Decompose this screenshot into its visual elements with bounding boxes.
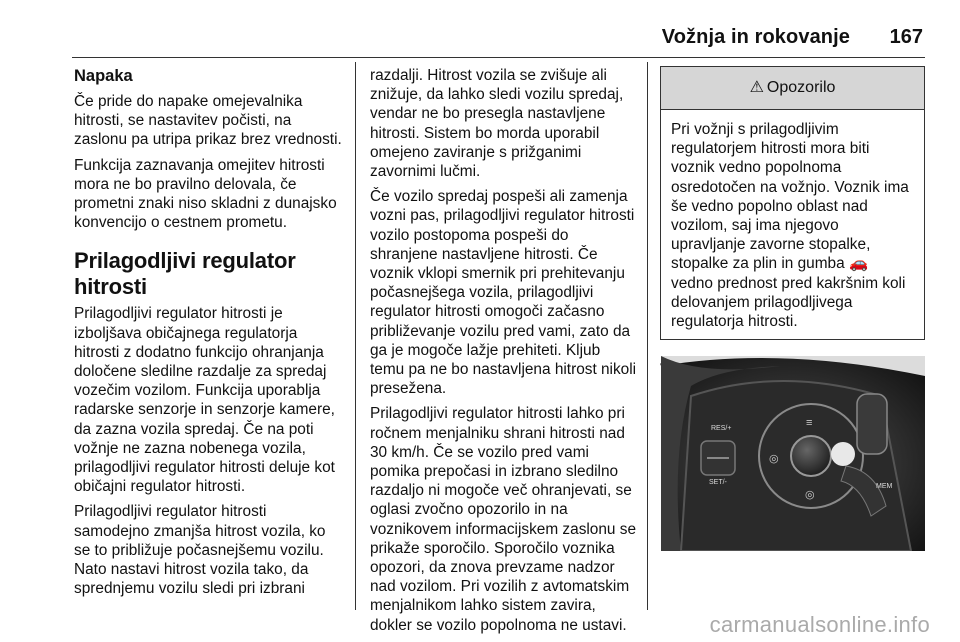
column-1 bbox=[74, 66, 346, 604]
res-button-label: RES/+ bbox=[711, 425, 732, 432]
paragraph: razdalji. Hitrost vozila se zvišuje ali znižuje, da lahko sledi vozilu spredaj, vendar ne bo presegla nastavljene hitrosti. Sistem bo morda uporabil omejeno zaviranje s prižganimi zavornimi lučmi. bbox=[370, 67, 624, 181]
chapter-title: Vožnja in rokovanje bbox=[661, 26, 850, 48]
mem-button-label: MEM bbox=[876, 483, 893, 490]
column-2 bbox=[370, 66, 637, 641]
distance-icon: ≡ bbox=[806, 417, 813, 429]
column-divider-1 bbox=[355, 62, 356, 610]
heading-adaptive-cruise-control: Prilagodljivi regulator hitrosti bbox=[74, 248, 296, 300]
steering-wheel-controls-photo bbox=[661, 356, 925, 551]
steering-wheel-illustration bbox=[661, 356, 925, 551]
warning-triangle-icon: ⚠ bbox=[749, 79, 764, 97]
paragraph: Prilagodljivi regulator hitrosti je izboljšava običajnega regulatorja hitrosti z dodatno funkcijo ohranjanja določene sledilne razdalje za spredaj vozečim vozilom. Funkcija uporablja radarske senzorje in senzorje kamere, da zazna vozila spredaj. Če na poti vožnje ne zazna nobenega vozila, prilagodljivi regulator hitrosti deluje kot običajni regulator hitrosti. bbox=[74, 305, 335, 496]
watermark: carmanualsonline.info bbox=[709, 612, 930, 637]
warning-title: Opozorilo bbox=[766, 79, 836, 97]
header-divider bbox=[72, 57, 925, 58]
column-divider-2 bbox=[647, 62, 648, 610]
warning-header bbox=[661, 67, 924, 110]
paragraph: Funkcija zaznavanja omejitev hitrosti mora ne bo pravilno delovala, če prometni znaki niso skladni z dunajsko konvencijo o cestnem prometu. bbox=[74, 156, 337, 232]
paragraph: Če pride do napake omejevalnika hitrosti, se nastavitev počisti, na zaslonu pa utripa prikaz brez vrednosti. bbox=[74, 93, 342, 149]
warning-text: Pri vožnji s prilagodljivim regulatorjem hitrosti mora biti voznik vedno popolnoma osredotočen na vožnjo. Voznik ima še vedno popolno oblast nad vozilom, saj ima njegovo upravljanje zavorne stopalke, stopalke za plin in gumba 🚗 vedno prednost pred kakršnim koli delovanjem prilagodljivega regulatorja hitrosti. bbox=[671, 121, 909, 331]
paragraph: Prilagodljivi regulator hitrosti samodejno zmanjša hitrost vozila, ko se to približuje počasnejšemu vozilu. Nato nastavi hitrost vozila tako, da sprednjemu vozilu sledi pri izbrani bbox=[74, 503, 326, 598]
paragraph: Če vozilo spredaj pospeši ali zamenja vozni pas, prilagodljivi regulator hitrosti vozilo postopoma pospeši do shranjene nastavljene hitrosti. Če voznik vklopi smernik pri prehitevanju počasnejšega vozila, prilagodljivi regulator hitrosti omogoči začasno približevanje vozilu pred vami, zato da ga je mogoče lažje prehiteti. Kljub temu pa ne bo nastavljena hitrost nikoli presežena. bbox=[370, 188, 637, 398]
column-3 bbox=[660, 66, 925, 386]
page-header bbox=[0, 26, 960, 56]
warning-box bbox=[660, 66, 925, 340]
cruise-icon: ◎ bbox=[769, 453, 779, 465]
page-number: 167 bbox=[889, 26, 923, 48]
set-button-label: SET/- bbox=[709, 479, 727, 486]
limiter-icon: ◎ bbox=[805, 489, 815, 501]
heading-error: Napaka bbox=[74, 67, 133, 85]
paragraph: Prilagodljivi regulator hitrosti lahko pri ročnem menjalniku shrani hitrosti nad 30 km/h. Če se vozilo pred vami pomika prepočasi in izbrano sledilno razdaljo ni mogoče več ohranjevati, se oglasi zvočno opozorilo in na voznikovem informacijskem zaslonu se prikaže sporočilo. Sporočilo voznika opozori, da znova prevzame nadzor nad vozilom. Pri vozilih z avtomatskim menjalnikom lahko sistem zavira, dokler se vozilo popolnoma ne ustavi. bbox=[370, 405, 637, 634]
